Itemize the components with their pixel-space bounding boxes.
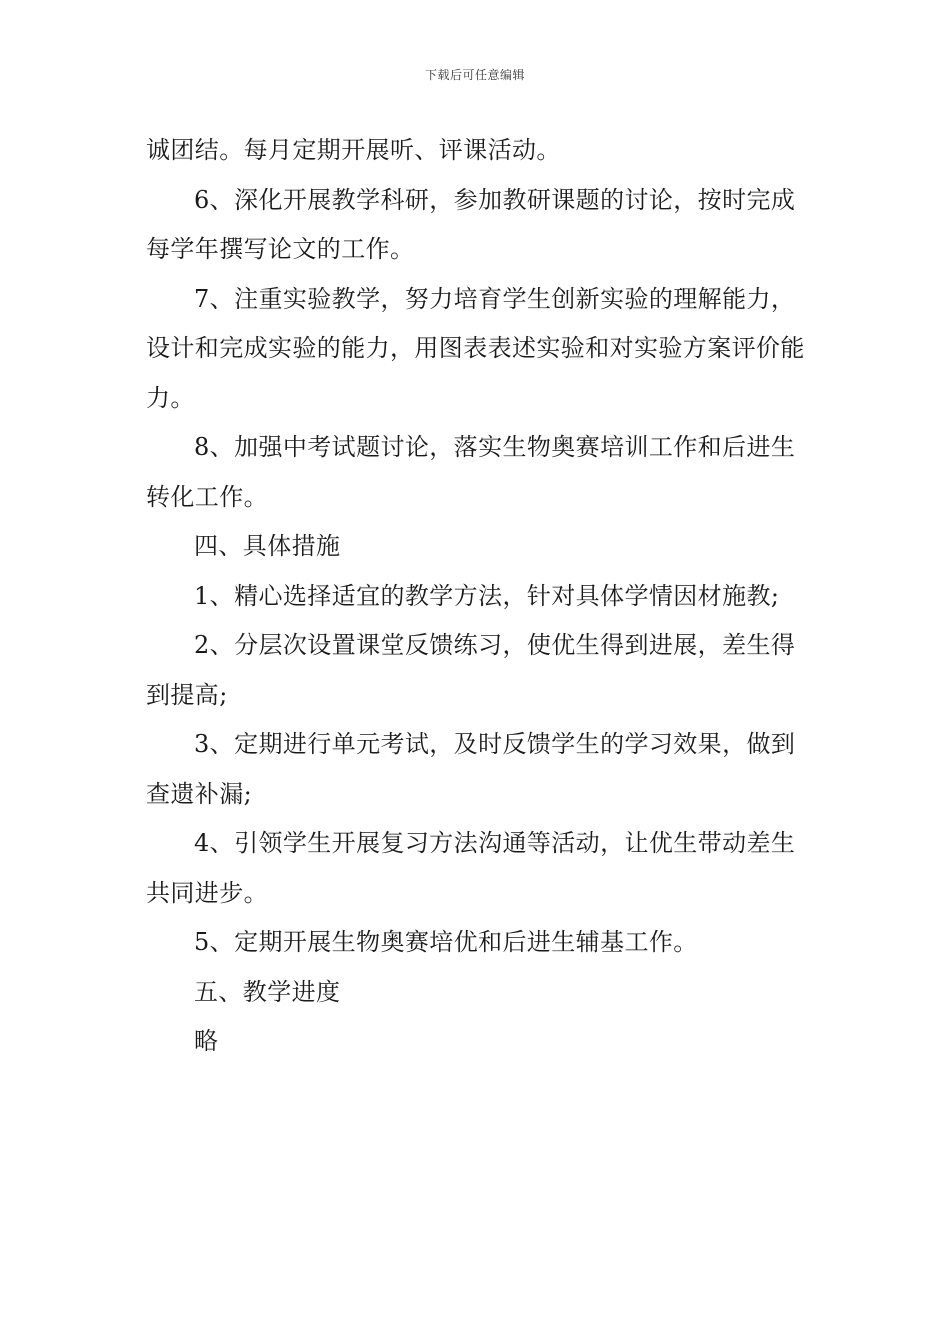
section-heading-progress: 五、教学进度 xyxy=(194,977,341,1006)
page-header-note: 下载后可任意编辑 xyxy=(424,68,525,82)
measure-item-3: 3、定期进行单元考试，及时反馈学生的学习效果，做到查遗补漏; xyxy=(146,730,796,808)
paragraph-item-7: 7、注重实验教学，努力培育学生创新实验的理解能力，设计和完成实验的能力，用图表表述实验和对实验方案评价能力。 xyxy=(146,284,805,412)
paragraph-item-6: 6、深化开展教学科研，参加教研课题的讨论，按时完成每学年撰写论文的工作。 xyxy=(146,185,796,263)
paragraph-continuation: 诚团结。每月定期开展听、评课活动。 xyxy=(146,136,561,164)
measure-item-2: 2、分层次设置课堂反馈练习，使优生得到进展，差生得到提高; xyxy=(146,631,796,709)
paragraph-item-8: 8、加强中考试题讨论，落实生物奥赛培训工作和后进生转化工作。 xyxy=(146,433,796,511)
measure-item-1: 1、精心选择适宜的教学方法，针对具体学情因材施教; xyxy=(194,581,780,610)
measure-item-4: 4、引领学生开展复习方法沟通等活动，让优生带动差生共同进步。 xyxy=(146,829,796,907)
progress-placeholder: 略 xyxy=(194,1027,219,1055)
section-heading-measures: 四、具体措施 xyxy=(194,532,341,560)
measure-item-5: 5、定期开展生物奥赛培优和后进生辅基工作。 xyxy=(194,928,698,956)
document-body xyxy=(146,126,810,1067)
